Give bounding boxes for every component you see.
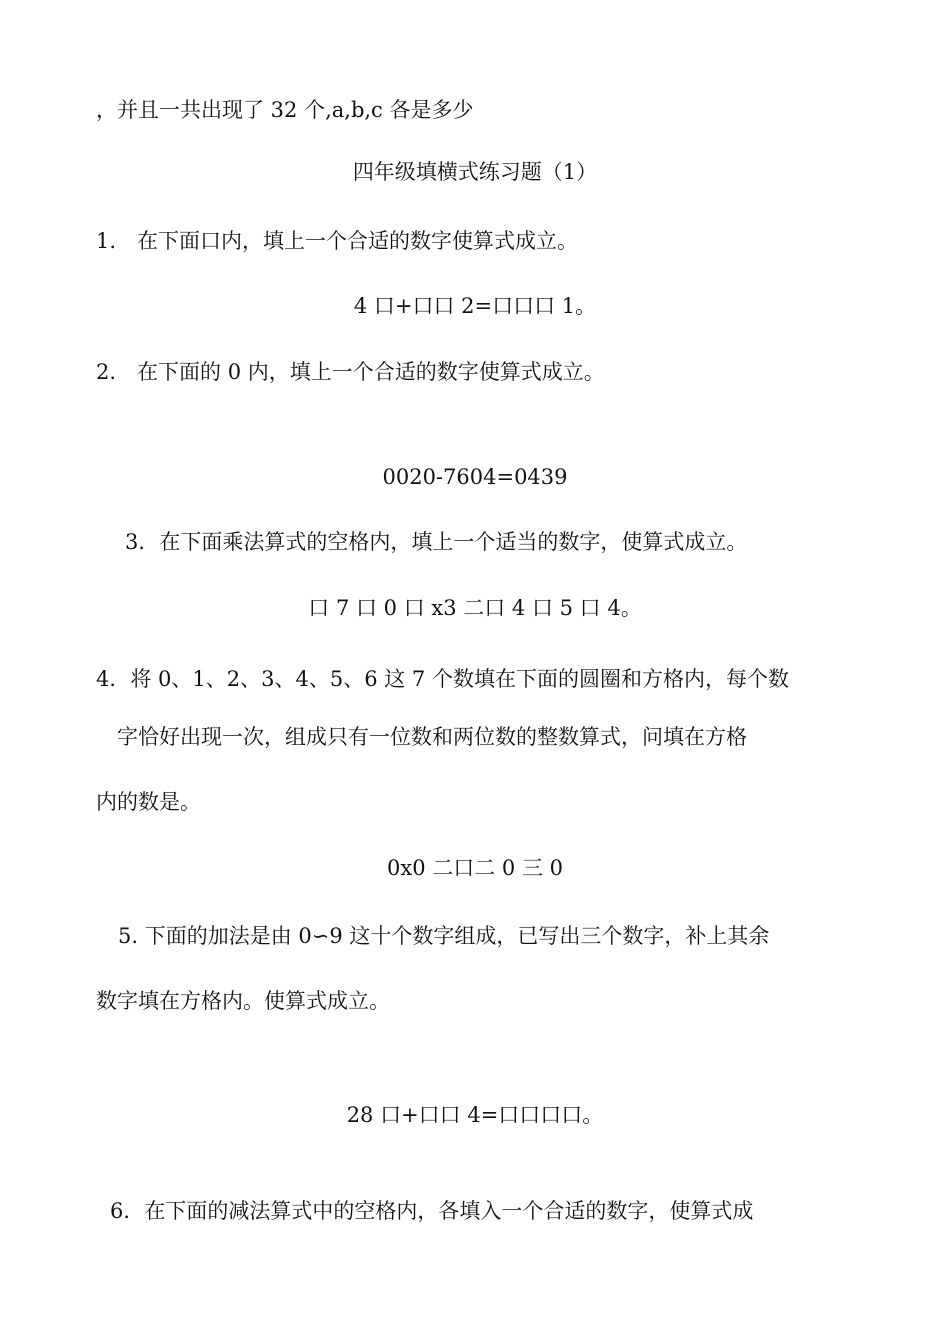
- equation-4: 0x0 二口二 0 三 0: [387, 856, 563, 880]
- question-5-line-1: 5. 下面的加法是由 0∽9 这十个数字组成，已写出三个数字，补上其余: [118, 924, 770, 948]
- equation-1: 4 口+口口 2=口口口 1。: [353, 294, 597, 318]
- question-1: 1. 在下面口内，填上一个合适的数字使算式成立。: [96, 229, 579, 253]
- question-5-line-2: 数字填在方格内。使算式成立。: [96, 989, 390, 1013]
- question-3: 3．在下面乘法算式的空格内，填上一个适当的数字，使算式成立。: [125, 530, 748, 554]
- equation-3: 口 7 口 0 口 x3 二口 4 口 5 口 4。: [308, 596, 642, 620]
- page-title: 四年级填横式练习题（1）: [352, 160, 598, 184]
- question-6: 6．在下面的减法算式中的空格内，各填入一个合适的数字，使算式成: [110, 1199, 754, 1223]
- continuation-text: ，并且一共出现了 32 个,a,b,c 各是多少: [96, 98, 474, 122]
- equation-5: 28 口+口口 4=口口口口。: [346, 1103, 604, 1127]
- equation-2: 0020-7604=0439: [382, 465, 568, 489]
- question-4-line-2: 字恰好出现一次，组成只有一位数和两位数的整数算式，问填在方格: [117, 725, 747, 749]
- question-4-line-1: 4．将 0、1、2、3、4、5、6 这 7 个数填在下面的圆圈和方格内，每个数: [96, 667, 789, 691]
- question-4-line-3: 内的数是。: [96, 790, 201, 814]
- question-2: 2. 在下面的 0 内，填上一个合适的数字使算式成立。: [96, 360, 605, 384]
